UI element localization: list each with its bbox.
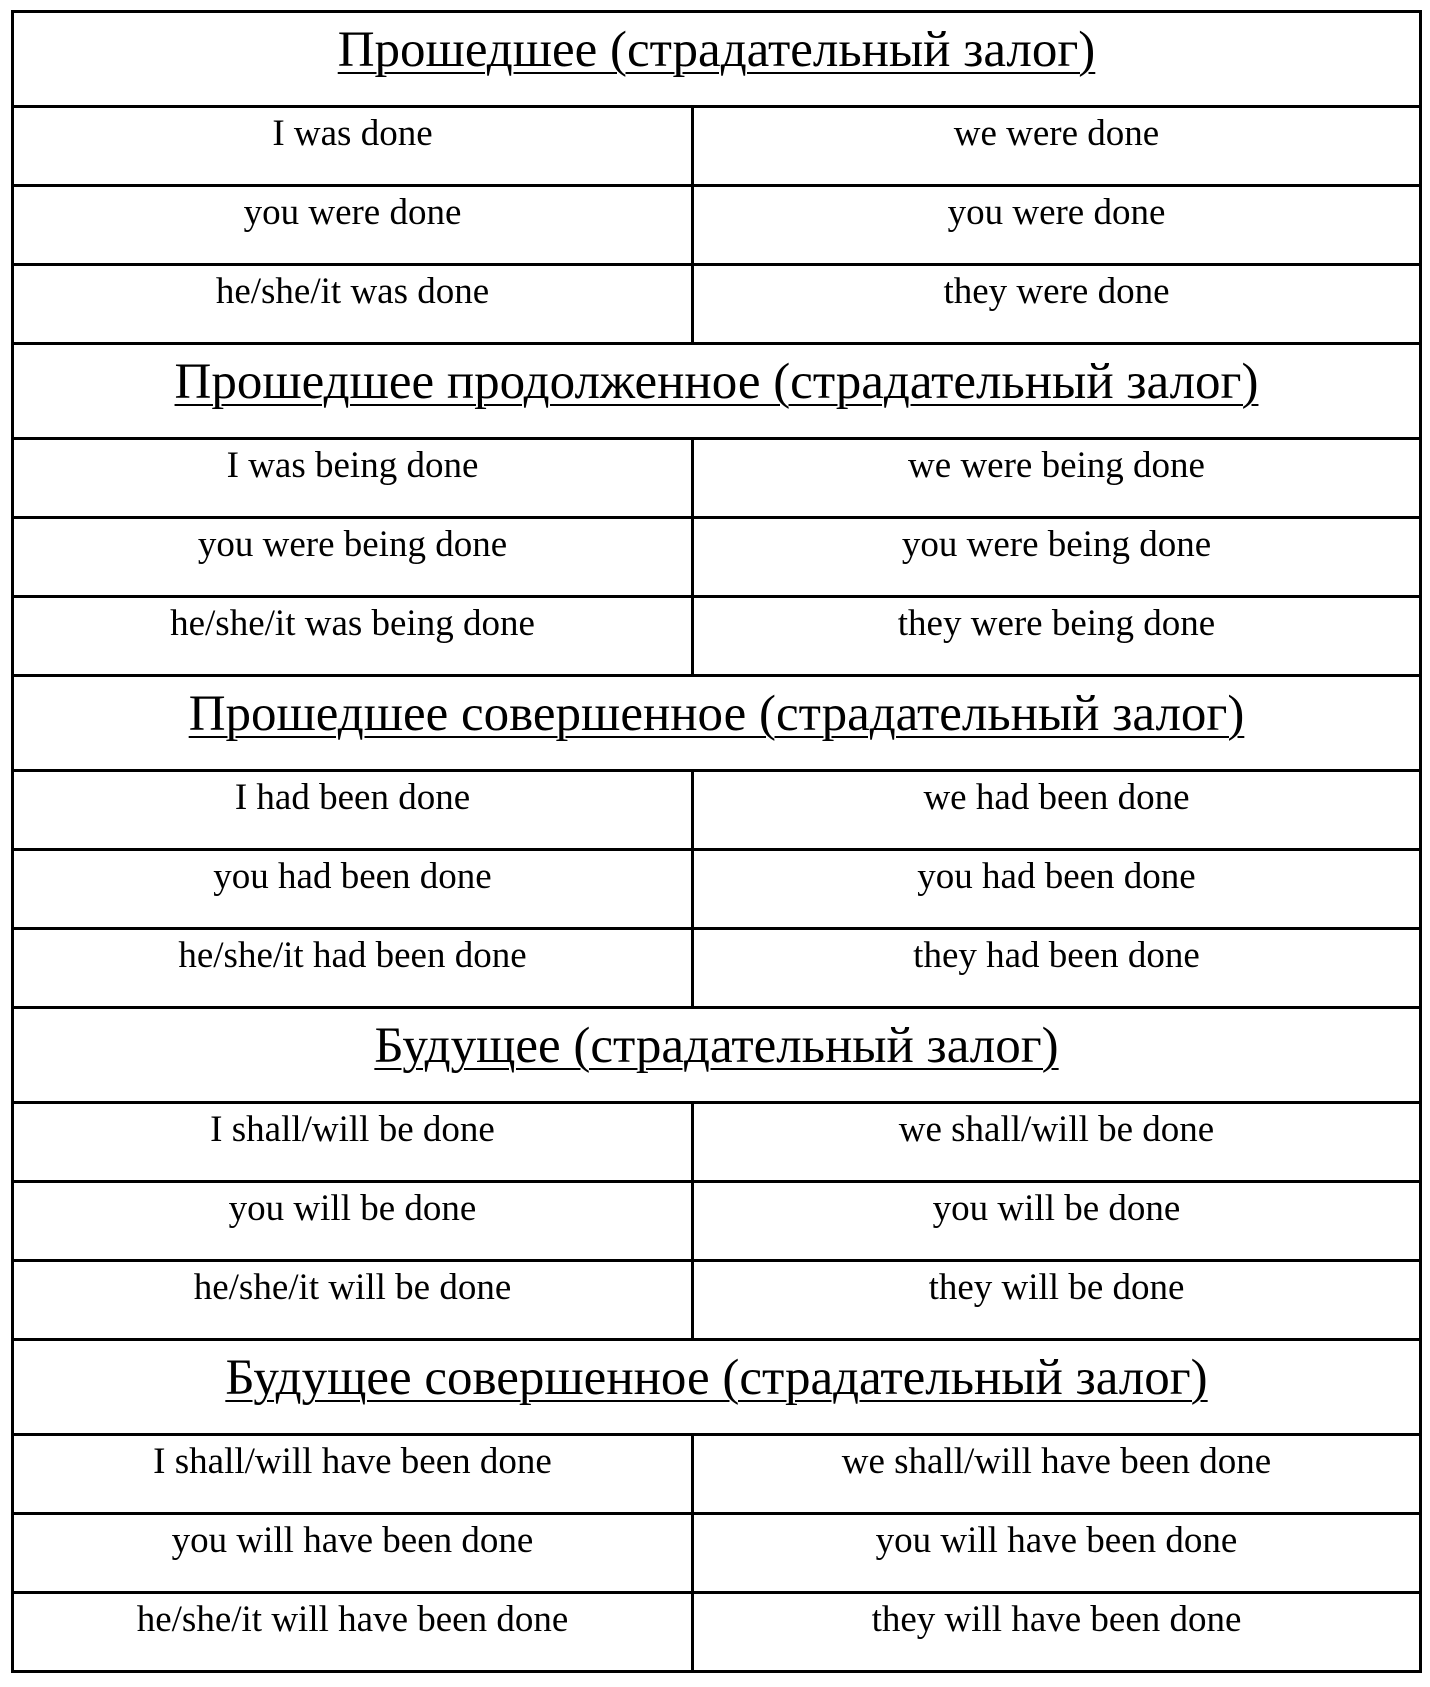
singular-cell [13, 107, 693, 186]
plural-form: you were done [947, 192, 1166, 233]
section-header [13, 12, 1421, 107]
table-row [13, 1514, 1421, 1593]
singular-cell [13, 771, 693, 850]
section-title-cell [13, 344, 1421, 439]
singular-cell [13, 1182, 693, 1261]
singular-cell [13, 1593, 693, 1672]
plural-form: they had been done [913, 935, 1200, 976]
table-row [13, 1261, 1421, 1340]
table-row [13, 850, 1421, 929]
singular-form: he/she/it was being done [170, 603, 535, 644]
singular-form: you were being done [197, 524, 508, 565]
plural-cell [693, 850, 1421, 929]
singular-form: he/she/it will be done [193, 1267, 512, 1308]
plural-cell [693, 1514, 1421, 1593]
singular-form: you had been done [213, 856, 492, 897]
plural-form: they will be done [928, 1267, 1185, 1308]
table-row [13, 597, 1421, 676]
singular-form: I was being done [226, 445, 479, 486]
plural-cell [693, 186, 1421, 265]
table-row [13, 107, 1421, 186]
singular-cell [13, 1103, 693, 1182]
section-title-cell [13, 1008, 1421, 1103]
singular-form: I shall/will be done [210, 1109, 495, 1150]
table-row [13, 265, 1421, 344]
singular-cell [13, 439, 693, 518]
plural-form: we were done [953, 113, 1160, 154]
plural-cell [693, 439, 1421, 518]
table-row [13, 186, 1421, 265]
plural-form: we were being done [908, 445, 1205, 486]
plural-cell [693, 929, 1421, 1008]
plural-form: they were done [943, 271, 1170, 312]
plural-cell [693, 518, 1421, 597]
section-title: Прошедшее продолженное (страдательный залог) [174, 354, 1259, 410]
plural-form: they will have been done [871, 1599, 1242, 1640]
singular-cell [13, 929, 693, 1008]
plural-form: we shall/will be done [898, 1109, 1215, 1150]
plural-cell [693, 1103, 1421, 1182]
singular-cell [13, 265, 693, 344]
plural-form: we shall/will have been done [841, 1441, 1272, 1482]
table-row [13, 929, 1421, 1008]
section-title-cell [13, 12, 1421, 107]
section-header [13, 1340, 1421, 1435]
section-header [13, 344, 1421, 439]
section-title-cell [13, 1340, 1421, 1435]
section-title: Будущее совершенное (страдательный залог) [225, 1350, 1208, 1406]
plural-form: they were being done [897, 603, 1216, 644]
table-row [13, 771, 1421, 850]
singular-cell [13, 518, 693, 597]
section-title: Прошедшее (страдательный залог) [337, 22, 1096, 78]
singular-cell [13, 597, 693, 676]
plural-cell [693, 265, 1421, 344]
singular-form: you were done [243, 192, 462, 233]
plural-form: you will be done [932, 1188, 1181, 1229]
table-row [13, 439, 1421, 518]
singular-cell [13, 1514, 693, 1593]
plural-cell [693, 1261, 1421, 1340]
passive-voice-conjugation-table [11, 10, 1422, 1673]
section-header [13, 1008, 1421, 1103]
section-header [13, 676, 1421, 771]
plural-cell [693, 1182, 1421, 1261]
table-row [13, 1593, 1421, 1672]
plural-cell [693, 1435, 1421, 1514]
singular-form: you will be done [228, 1188, 477, 1229]
plural-form: we had been done [923, 777, 1190, 818]
singular-cell [13, 1261, 693, 1340]
table-row [13, 1435, 1421, 1514]
plural-cell [693, 597, 1421, 676]
singular-cell [13, 1435, 693, 1514]
plural-cell [693, 107, 1421, 186]
section-title: Будущее (страдательный залог) [374, 1018, 1059, 1074]
singular-cell [13, 850, 693, 929]
plural-form: you will have been done [875, 1520, 1238, 1561]
section-title-cell [13, 676, 1421, 771]
plural-form: you were being done [901, 524, 1212, 565]
section-title: Прошедшее совершенное (страдательный залог) [188, 686, 1245, 742]
plural-cell [693, 771, 1421, 850]
table-row [13, 1182, 1421, 1261]
singular-form: I shall/will have been done [153, 1441, 552, 1482]
table-row [13, 1103, 1421, 1182]
singular-form: I had been done [234, 777, 471, 818]
singular-form: he/she/it will have been done [136, 1599, 569, 1640]
singular-form: you will have been done [171, 1520, 534, 1561]
plural-cell [693, 1593, 1421, 1672]
singular-cell [13, 186, 693, 265]
table-row [13, 518, 1421, 597]
singular-form: he/she/it was done [215, 271, 490, 312]
singular-form: I was done [272, 113, 433, 154]
plural-form: you had been done [917, 856, 1196, 897]
singular-form: he/she/it had been done [178, 935, 527, 976]
